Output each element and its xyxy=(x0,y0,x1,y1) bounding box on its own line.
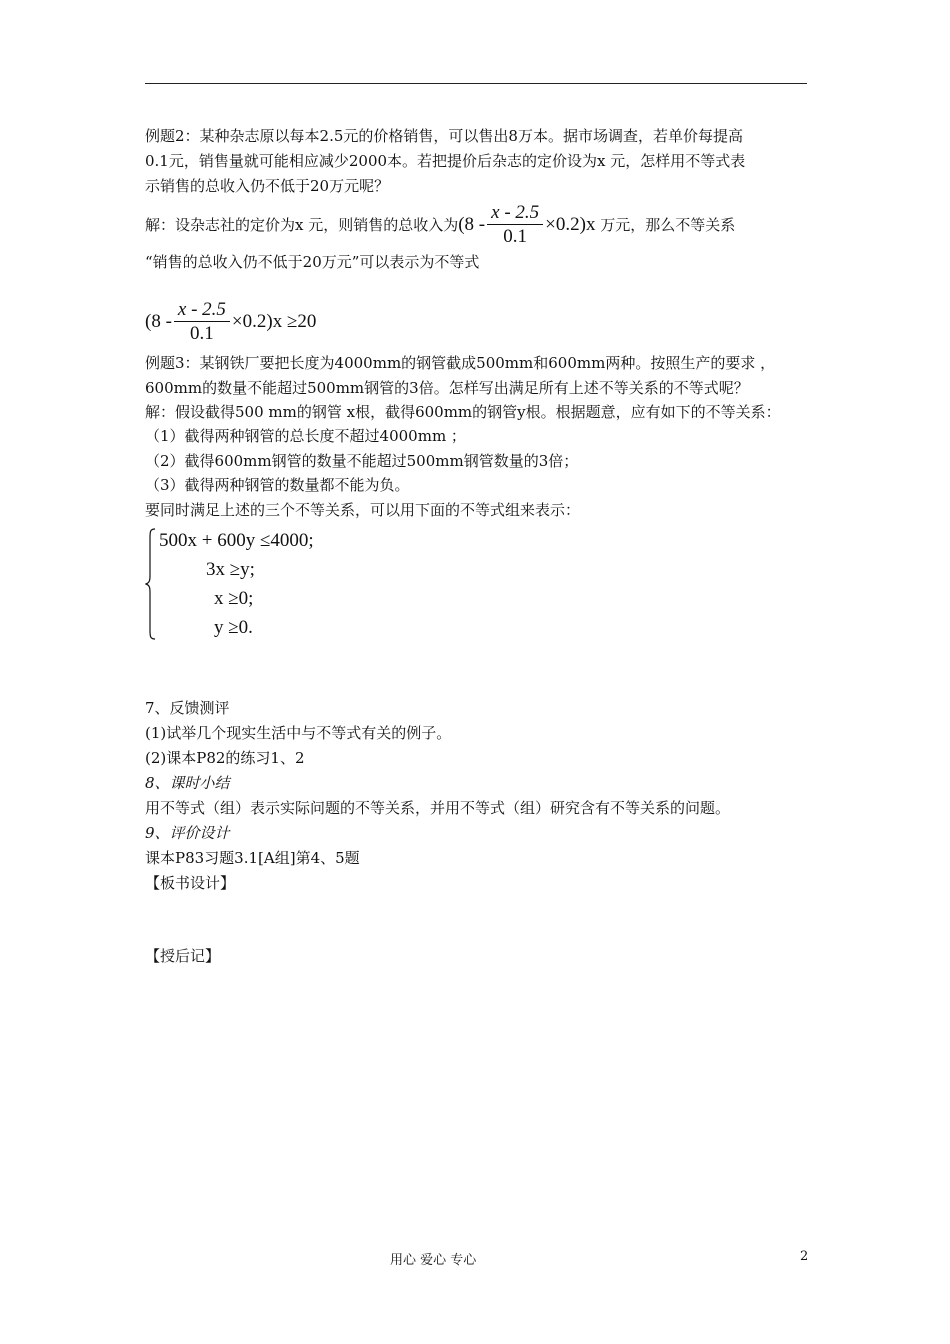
condition-1: （1）截得两种钢管的总长度不超过4000mm ； xyxy=(145,427,466,445)
condition-2: （2）截得600mm钢管的数量不能超过500mm钢管数量的3倍； xyxy=(145,452,579,470)
section7-item1: (1)试举几个现实生活中与不等式有关的例子。 xyxy=(145,724,452,742)
display-numerator: x - 2.5 xyxy=(174,299,230,322)
section7-item2: (2)课本P82的练习1、2 xyxy=(145,749,305,767)
left-brace xyxy=(145,528,157,640)
formula-fraction xyxy=(487,202,543,249)
display-denominator: 0.1 xyxy=(190,323,214,345)
example2-solution-line2: “销售的总收入仍不低于20万元”可以表示为不等式 xyxy=(145,253,480,271)
example2-solution xyxy=(145,202,735,249)
section9-title: 9、评价设计 xyxy=(145,824,230,842)
system-intro: 要同时满足上述的三个不等关系，可以用下面的不等式组来表示： xyxy=(145,501,581,519)
example2-line3: 示销售的总收入仍不低于20万元呢？ xyxy=(145,177,390,195)
inline-formula xyxy=(458,202,596,248)
display-fraction xyxy=(174,299,230,346)
example2-line2: 0.1元，销售量就可能相应减少2000本。若把提价后杂志的定价设为x 元，怎样用不等式表 xyxy=(145,152,746,170)
inequality-display xyxy=(145,298,316,346)
header-rule xyxy=(145,83,807,84)
condition-3: （3）截得两种钢管的数量都不能为负。 xyxy=(145,476,410,494)
section8-title: 8、课时小结 xyxy=(145,774,230,792)
board-design-heading: 【板书设计】 xyxy=(145,874,236,892)
system-eq-4: y ≥0. xyxy=(214,617,253,638)
fraction-denominator: 0.1 xyxy=(503,226,528,248)
after-class-heading: 【授后记】 xyxy=(145,947,221,965)
example3-solution: 解：假设截得500 mm的钢管 x根，截得600mm的钢管y根。根据题意，应有如下的不等关系： xyxy=(145,403,781,421)
example2-line1: 例题2：某种杂志原以每本2.5元的价格销售，可以售出8万本。据市场调查，若单价每提高 xyxy=(145,127,743,145)
system-eq-3: x ≥0; xyxy=(214,588,254,609)
page-number: 2 xyxy=(800,1249,809,1264)
display-lead: (8 - xyxy=(145,311,172,332)
solution-suffix: 万元，那么不等关系 xyxy=(595,216,736,234)
example3-line1: 例题3：某钢铁厂要把长度为4000mm的钢管截成500mm和600mm两种。按照生产的要求 ， xyxy=(145,354,776,372)
system-eq-1: 500x + 600y ≤4000; xyxy=(159,530,314,551)
footer-motto: 用心 爱心 专心 xyxy=(390,1253,477,1268)
system-eq-2: 3x ≥y; xyxy=(206,559,255,580)
section8-text: 用不等式（组）表示实际问题的不等关系，并用不等式（组）研究含有不等关系的问题。 xyxy=(145,799,731,817)
solution-prefix: 解：设杂志社的定价为x 元，则销售的总收入为 xyxy=(145,216,459,234)
section7-title: 7、反馈测评 xyxy=(145,699,230,717)
formula-tail: ×0.2)x xyxy=(545,214,596,235)
section9-text: 课本P83习题3.1[A组]第4、5题 xyxy=(145,849,360,867)
formula-lead: (8 - xyxy=(458,214,486,235)
display-tail: ×0.2)x ≥20 xyxy=(231,311,317,332)
example3-line2: 600mm的数量不能超过500mm钢管的3倍。怎样写出满足所有上述不等关系的不等式呢？ xyxy=(145,379,749,397)
fraction-numerator: x - 2.5 xyxy=(487,202,543,225)
